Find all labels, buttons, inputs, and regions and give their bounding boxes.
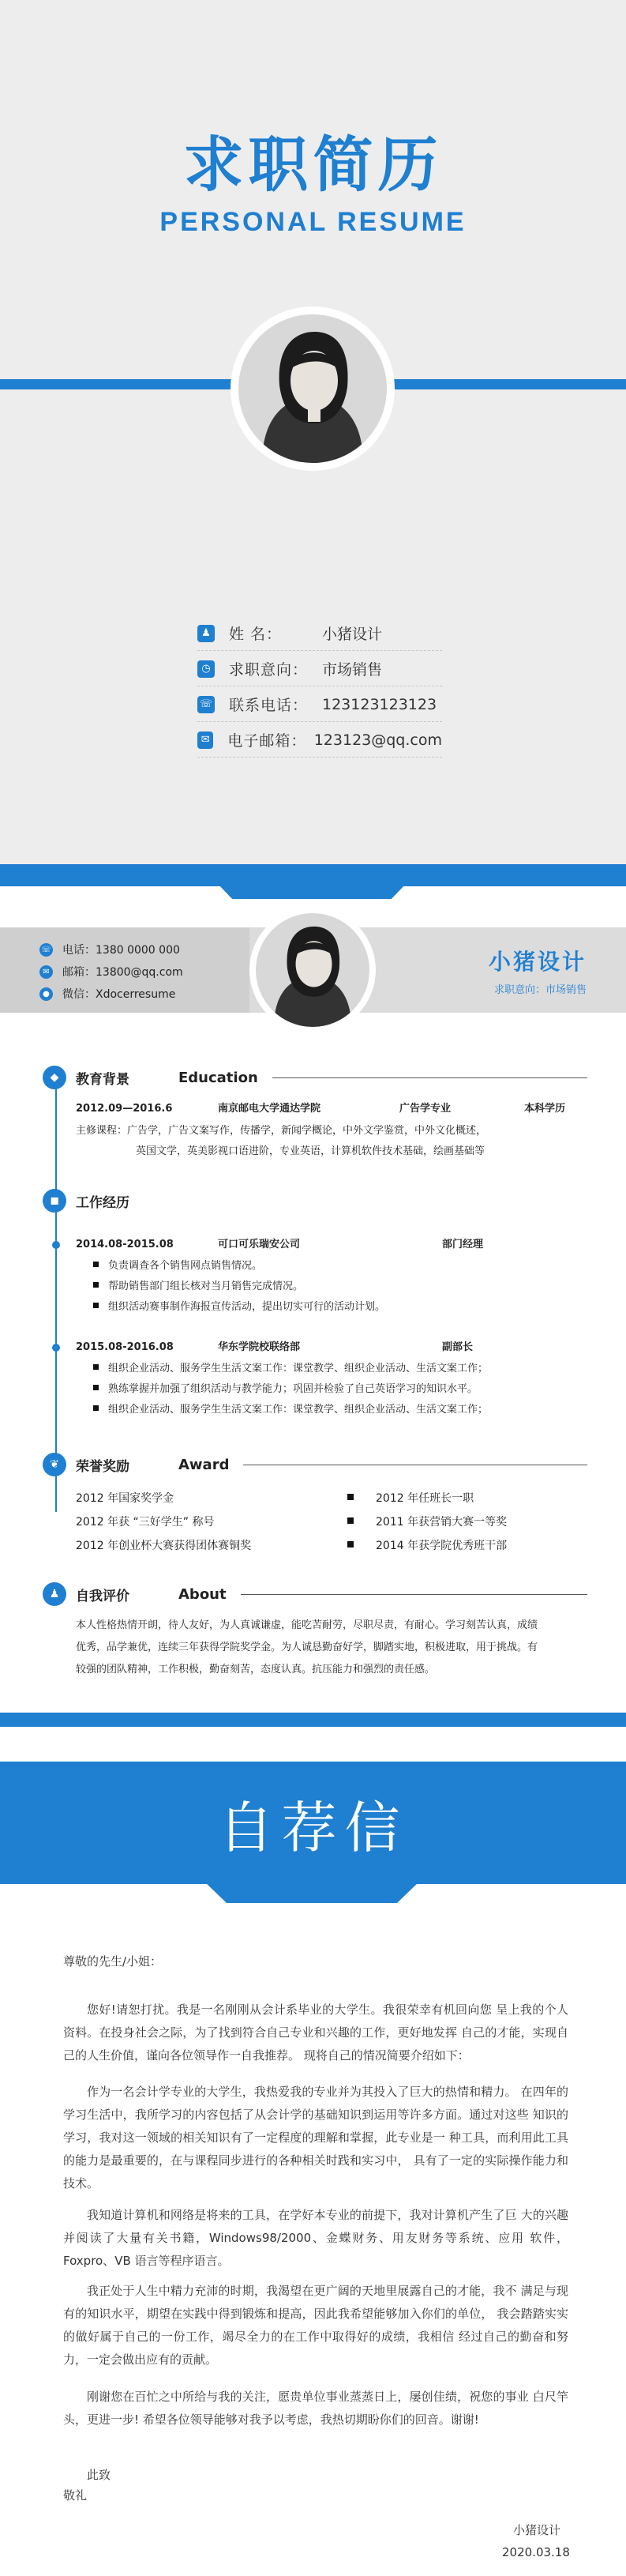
letter-paragraph: 刚谢您在百忙之中所给与我的关注，愿贵单位事业蒸蒸日上，屡创佳绩，祝您的事业 白尺竿头，更进一步! 希望各位领导能够对我予以考虑，我热切期盼你们的回音。谢谢! xyxy=(63,2390,568,2427)
letter-closing: 此致 xyxy=(87,2468,111,2482)
section-title-en: Award xyxy=(178,1456,230,1473)
phone-icon: ☏ xyxy=(197,696,215,713)
self-eval-line: 较强的团队精神，工作积极，勤奋刻苦，态度认真。抗压能力和强烈的责任感。 xyxy=(76,1664,436,1675)
resume-bottom-band xyxy=(0,1713,626,1727)
job-company: 华东学院校联络部 xyxy=(218,1341,301,1353)
cover-info-list xyxy=(197,616,442,758)
letter-date: 2020.03.18 xyxy=(502,2545,570,2559)
contact-text: 微信：Xdocerresume xyxy=(62,988,176,1001)
resume-page xyxy=(0,899,626,1738)
award-item: 2011 年获营销大赛一等奖 xyxy=(347,1510,507,1534)
info-value: 市场销售 xyxy=(322,661,383,679)
briefcase-icon: ◼ xyxy=(43,1189,66,1213)
section-title: 教育背景 xyxy=(76,1071,129,1088)
contact-phone xyxy=(39,938,245,961)
edu-courses: 主修课程：广告学，广告文案写作，传播学，新闻学概论，中外文学鉴赏，中外文化概述， xyxy=(76,1125,487,1137)
edu-degree: 本科学历 xyxy=(524,1103,566,1115)
job-bullet: 组织企业活动、服务学生生活文案工作：课堂教学、组织企业活动、生活文案工作； xyxy=(93,1400,488,1420)
section-title-en: Education xyxy=(178,1069,258,1086)
contact-wechat xyxy=(39,983,245,1005)
job-period: 2015.08-2016.08 xyxy=(76,1341,174,1353)
edu-school: 南京邮电大学通达学院 xyxy=(218,1103,321,1115)
self-eval-line: 本人性格热情开朗，待人友好，为人真诚谦虚，能吃苦耐劳，尽职尽责，有耐心。学习刻苦认真，成绩 xyxy=(76,1619,538,1631)
info-row-name xyxy=(197,616,442,651)
award-item: 2012 年国家奖学金 xyxy=(76,1492,174,1505)
timeline-dot xyxy=(52,1344,60,1352)
section-title: 工作经历 xyxy=(76,1194,129,1211)
self-eval-line: 优秀，品学兼优，连续三年获得学院奖学金。为人诚恳勤奋好学，脚踏实地，积极进取，用于挑战。有 xyxy=(76,1641,538,1653)
letter-title: 自荐信 xyxy=(218,1796,408,1860)
letter-paragraph: 我正处于人生中精力充沛的时期，我渴望在更广阔的天地里展露自己的才能，我不 满足与现有的知识水平，期望在实践中得到锻炼和提高，因此我希望能够加入你们的单位， 我会踏踏实实的做好属于自己的一份工作，竭尽全力的在工作中取得好的成绩，我相信 经过自己的勤奋和努力，一定会做出应有的贡献。 xyxy=(63,2284,568,2367)
info-value: 123123123123 xyxy=(322,695,437,713)
contact-text: 邮箱：13800@qq.com xyxy=(62,966,183,979)
portrait-image xyxy=(256,913,369,1027)
job-role: 部门经理 xyxy=(442,1239,484,1250)
info-value: 小猪设计 xyxy=(322,626,383,643)
mail-icon: ✉ xyxy=(197,731,213,749)
info-label: 求职意向： xyxy=(229,661,309,679)
info-label: 电子邮箱： xyxy=(227,732,307,750)
letter-paragraph: 您好!请恕打扰。我是一名刚刚从会计系毕业的大学生。我很荣幸有机回向您 呈上我的个人资料。在投身社会之际，为了找到符合自己专业和兴趣的工作，更好地发挥 自己的才能，实现自己的人生价值，谨向各位领导作一自我推荐。 现将自己的情况简要介绍如下： xyxy=(63,2003,568,2063)
phone-icon: ☏ xyxy=(39,943,53,957)
award-item: 2014 年获学院优秀班干部 xyxy=(347,1534,507,1558)
timeline-line xyxy=(55,1070,57,1512)
contact-text: 电话：1380 0000 000 xyxy=(62,944,180,957)
info-row-phone xyxy=(197,687,442,722)
person-icon: ♟ xyxy=(197,625,215,642)
job-bullet: 熟练掌握并加强了组织活动与教学能力；巩固并检验了自己英语学习的知识水平。 xyxy=(93,1379,478,1400)
portrait-image xyxy=(238,314,387,463)
award-item: 2012 年获 “三好学生” 称号 xyxy=(76,1516,215,1529)
letter-header-notch xyxy=(205,1882,418,1903)
section-rule xyxy=(241,1594,587,1595)
education-icon: ◆ xyxy=(43,1066,66,1089)
job-bullet: 负责调查各个销售网点销售情况。 xyxy=(93,1256,262,1277)
letter-greeting: 尊敬的先生/小姐： xyxy=(63,1954,163,1969)
letter-page xyxy=(0,1738,626,2576)
info-label: 姓 名： xyxy=(229,626,283,643)
edu-courses: 英国文学，英美影视口语进阶，专业英语，计算机软件技术基础，绘画基础等 xyxy=(136,1145,485,1157)
section-work xyxy=(43,1188,587,1213)
edu-major: 广告学专业 xyxy=(399,1103,452,1115)
job-role: 副部长 xyxy=(442,1341,474,1353)
info-row-email xyxy=(197,723,442,758)
section-title-en: About xyxy=(178,1585,227,1603)
award-item: 2012 年创业杯大赛获得团体赛铜奖 xyxy=(76,1540,252,1552)
section-title: 荣誉奖励 xyxy=(76,1458,129,1475)
avatar xyxy=(231,306,395,471)
letter-closing: 敬礼 xyxy=(63,2488,88,2503)
letter-paragraph: 作为一名会计学专业的大学生，我热爱我的专业并为其投入了巨大的热情和精力。 在四年的学习生活中，我所学习的内容包括了从会计学的基础知识到运用等许多方面。通过对这些 知识的学习，我对这一领域的相关知识有了一定程度的理解和掌握，此专业是一 种工具，而利用此工具的能力是最重要的，在与课程同步进行的各种相关时践和实习中， 具有了一定的实际操作能力和技术。 xyxy=(63,2085,568,2191)
info-value: 123123@qq.com xyxy=(313,731,442,749)
cover-page xyxy=(0,0,626,864)
edu-period: 2012.09—2016.6 xyxy=(76,1103,173,1115)
contact-list xyxy=(39,938,245,1005)
job-period: 2014.08-2015.08 xyxy=(76,1239,174,1250)
section-title: 自我评价 xyxy=(76,1588,129,1604)
person-icon: ♟ xyxy=(43,1582,66,1606)
info-row-intent xyxy=(197,652,442,686)
section-education xyxy=(43,1065,587,1090)
job-bullet: 组织活动赛事制作海报宣传活动，提出切实可行的活动计划。 xyxy=(93,1297,385,1318)
mail-icon: ✉ xyxy=(39,965,53,979)
letter-signature: 小猪设计 xyxy=(513,2523,561,2537)
award-item: 2012 年任班长一职 xyxy=(347,1487,474,1510)
clock-icon: ◷ xyxy=(197,660,215,678)
resume-name: 小猪设计 xyxy=(488,949,587,975)
cover-title: 求职简历 xyxy=(183,130,443,200)
section-rule xyxy=(272,1077,587,1078)
section-awards xyxy=(43,1452,587,1477)
job-company: 可口可乐瑞安公司 xyxy=(218,1239,301,1250)
cover-bottom-band xyxy=(0,864,626,886)
cover-bottom-notch xyxy=(217,883,407,899)
resume-intent: 求职意向：市场销售 xyxy=(493,984,587,996)
leaf-icon: ❦ xyxy=(43,1453,66,1476)
wechat-icon: ● xyxy=(39,987,53,1001)
letter-paragraph: 我知道计算机和网络是将来的工具，在学好本专业的前提下，我对计算机产生了巨 大的兴趣并阅读了大量有关书籍，Windows98/2000、金蝶财务、用友财务等系统、应用 软件，Foxpro、VB 语言等程序语言。 xyxy=(63,2208,568,2268)
info-label: 联系电话： xyxy=(229,697,309,714)
job-bullet: 组织企业活动、服务学生生活文案工作：课堂教学、组织企业活动、生活文案工作； xyxy=(93,1359,488,1379)
timeline-dot xyxy=(52,1241,60,1249)
contact-email xyxy=(39,961,245,983)
avatar xyxy=(249,907,376,1033)
section-self xyxy=(43,1581,587,1607)
cover-subtitle: PERSONAL RESUME xyxy=(159,207,467,237)
job-bullet: 帮助销售部门组长核对当月销售完成情况。 xyxy=(93,1277,303,1297)
